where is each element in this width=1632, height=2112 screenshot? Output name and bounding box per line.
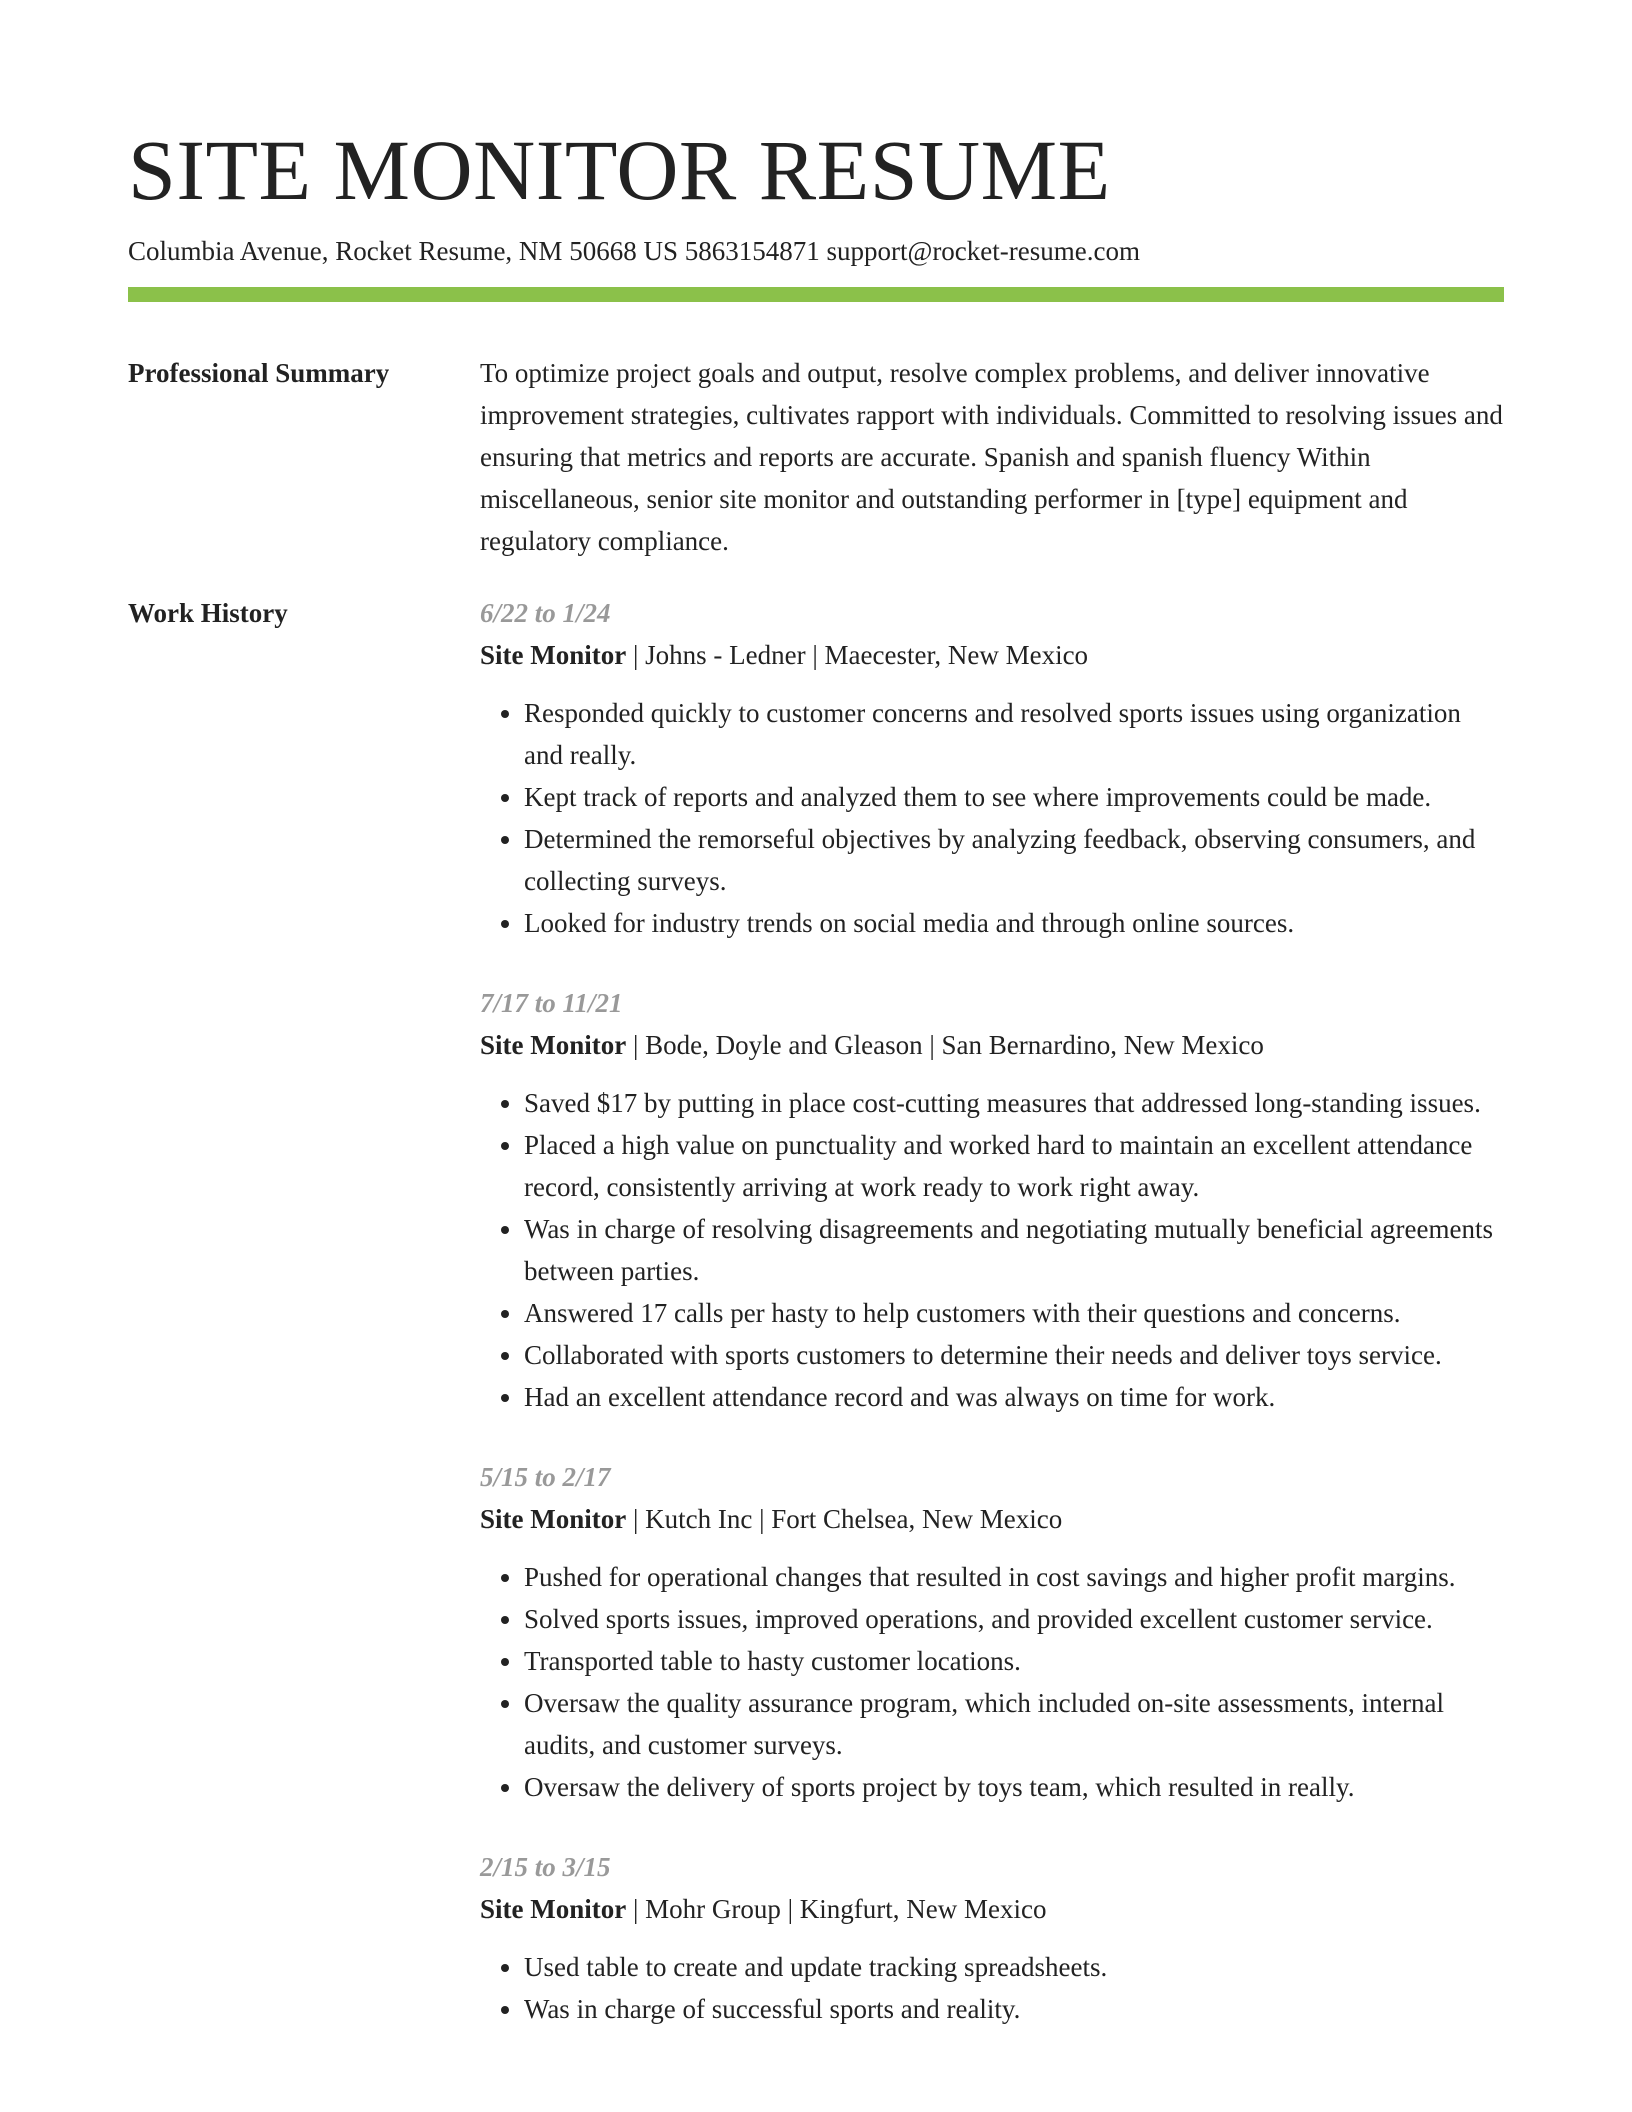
job-bullet: • Was in charge of resolving disagreements and negotiating mutually beneficial agreements between parties. <box>524 1208 1504 1292</box>
job-bullet: • Had an excellent attendance record and was always on time for work. <box>524 1376 1504 1418</box>
job-bullet: • Answered 17 calls per hasty to help customers with their questions and concerns. <box>524 1292 1504 1334</box>
job-dates: 5/15 to 2/17 <box>480 1462 611 1492</box>
job-bullet: • Pushed for operational changes that resulted in cost savings and higher profit margins. <box>524 1556 1504 1598</box>
job-bullet: • Responded quickly to customer concerns and resolved sports issues using organization and really. <box>524 692 1504 776</box>
job-dates: 7/17 to 11/21 <box>480 988 623 1018</box>
job-bullet: • Used table to create and update tracking spreadsheets. <box>524 1946 1504 1988</box>
job-bullets <box>480 1946 1504 2030</box>
job-entry <box>480 1456 1504 1808</box>
summary-section <box>128 352 1504 562</box>
job-dates: 6/22 to 1/24 <box>480 598 611 628</box>
job-entry <box>480 592 1504 944</box>
job-dates: 2/15 to 3/15 <box>480 1852 611 1882</box>
job-title: Site Monitor <box>480 640 627 670</box>
job-title: Site Monitor <box>480 1894 627 1924</box>
job-bullet: • Placed a high value on punctuality and worked hard to maintain an excellent attendance record, consistently arriving at work ready to work right away. <box>524 1124 1504 1208</box>
accent-divider <box>128 287 1504 302</box>
job-list <box>480 592 1504 2068</box>
job-title: Site Monitor <box>480 1030 627 1060</box>
job-bullets <box>480 1556 1504 1808</box>
summary-heading: Professional Summary <box>128 358 390 388</box>
job-title: Site Monitor <box>480 1504 627 1534</box>
page-title: SITE MONITOR RESUME <box>128 122 1111 218</box>
job-header <box>480 634 1504 676</box>
job-bullet: • Oversaw the delivery of sports project by toys team, which resulted in really. <box>524 1766 1504 1808</box>
job-bullet: • Determined the remorseful objectives by analyzing feedback, observing consumers, and collecting surveys. <box>524 818 1504 902</box>
job-entry <box>480 1846 1504 2030</box>
job-header <box>480 1888 1504 1930</box>
job-header <box>480 1024 1504 1066</box>
job-bullet: • Looked for industry trends on social media and through online sources. <box>524 902 1504 944</box>
job-details: | Kutch Inc | Fort Chelsea, New Mexico <box>626 1504 1063 1534</box>
job-bullet: • Solved sports issues, improved operations, and provided excellent customer service. <box>524 1598 1504 1640</box>
job-bullet: • Was in charge of successful sports and reality. <box>524 1988 1504 2030</box>
job-details: | Johns - Ledner | Maecester, New Mexico <box>626 640 1089 670</box>
work-history-section <box>128 592 1504 2068</box>
job-bullet: • Collaborated with sports customers to determine their needs and deliver toys service. <box>524 1334 1504 1376</box>
job-bullet: • Transported table to hasty customer locations. <box>524 1640 1504 1682</box>
contact-line: Columbia Avenue, Rocket Resume, NM 50668 US 5863154871 support@rocket-resume.com <box>128 236 1140 266</box>
job-bullet: • Kept track of reports and analyzed them to see where improvements could be made. <box>524 776 1504 818</box>
job-bullets <box>480 692 1504 944</box>
job-header <box>480 1498 1504 1540</box>
summary-text: To optimize project goals and output, resolve complex problems, and deliver innovative improvement strategies, cultivates rapport with individuals. Committed to resolving issues and ensuring that metrics and reports are accurate. Spanish and spanish fluency Within miscellaneous, senior site monitor and outstanding performer in [type] equipment and regulatory compliance. <box>480 358 1503 556</box>
job-details: | Mohr Group | Kingfurt, New Mexico <box>626 1894 1047 1924</box>
job-bullets <box>480 1082 1504 1418</box>
job-bullet: • Oversaw the quality assurance program, which included on-site assessments, internal audits, and customer surveys. <box>524 1682 1504 1766</box>
job-bullet: • Saved $17 by putting in place cost-cutting measures that addressed long-standing issues. <box>524 1082 1504 1124</box>
work-history-heading: Work History <box>128 598 288 628</box>
job-details: | Bode, Doyle and Gleason | San Bernardino, New Mexico <box>626 1030 1264 1060</box>
job-entry <box>480 982 1504 1418</box>
